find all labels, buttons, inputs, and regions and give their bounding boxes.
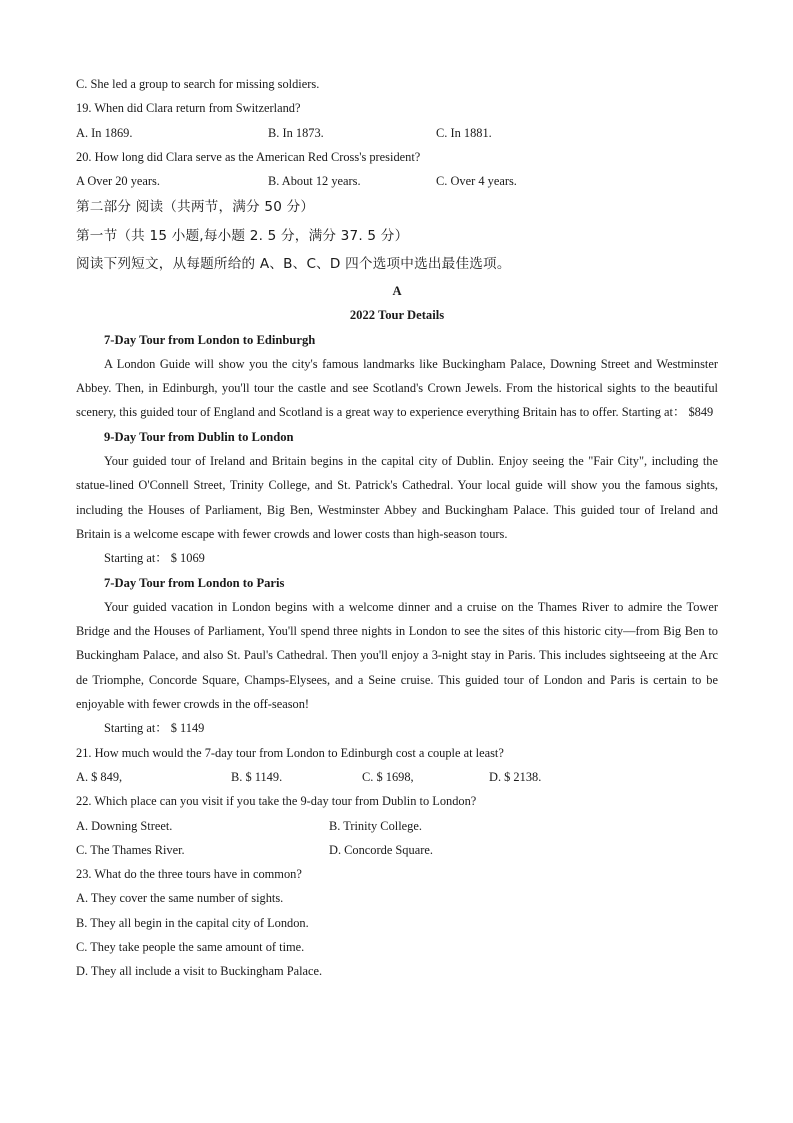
q23-option-a: A. They cover the same number of sights. — [76, 891, 284, 906]
q20-options — [76, 169, 718, 193]
q23-option-d: D. They all include a visit to Buckingham Palace. — [76, 964, 323, 979]
q20-option-c: C. Over 4 years. — [436, 174, 517, 189]
q23-option-b: B. They all begin in the capital city of London. — [76, 915, 309, 930]
instruction: 阅读下列短文，从每题所给的 A、B、C、D 四个选项中选出最佳选项。 — [76, 256, 511, 273]
q19-option-a: A. In 1869. — [76, 125, 133, 140]
tour-1-name: 7-Day Tour from London to Edinburgh — [104, 332, 316, 347]
q22-option-c: C. The Thames River. — [76, 842, 185, 857]
q22-option-b: B. Trinity College. — [329, 818, 422, 833]
q20-option-b: B. About 12 years. — [268, 174, 361, 189]
q19-option-b: B. In 1873. — [268, 125, 324, 140]
q22-question: 22. Which place can you visit if you take the 9-day tour from Dublin to London? — [76, 794, 477, 809]
tour-1-body: A London Guide will show you the city's famous landmarks like Buckingham Palace, Downing Street and Westminster Abbey. Then, in Edinburgh, you'll tour the castle and see Scotland's Crown Jewels. From the historical sights to the beautiful scenery, this guided tour of England and Scotland is a great way to experience everything Britain has to offer. Starting at： $849 — [76, 356, 718, 420]
q21-options — [76, 765, 718, 789]
q19-option-c: C. In 1881. — [436, 125, 492, 140]
q21-option-c: C. $ 1698, — [362, 769, 414, 784]
q21-option-d: D. $ 2138. — [489, 769, 542, 784]
q21-option-a: A. $ 849, — [76, 769, 123, 784]
q21-option-b: B. $ 1149. — [231, 769, 283, 784]
tour-2-price: Starting at： $ 1069 — [104, 551, 205, 566]
passage-letter: A — [392, 283, 402, 298]
q19-question: 19. When did Clara return from Switzerland? — [76, 101, 301, 116]
passage-title: 2022 Tour Details — [349, 308, 445, 323]
q20-question: 20. How long did Clara serve as the American Red Cross's president? — [76, 149, 421, 164]
q22-option-d: D. Concorde Square. — [329, 842, 433, 857]
tour-3-body: Your guided vacation in London begins with a welcome dinner and a cruise on the Thames River to admire the Tower Bridge and the Houses of Parliament, You'll spend three nights in London to see the sites of this historic city—from Big Ben to Buckingham Palace, and also St. Paul's Cathedral. Then you'll enjoy a 3-night stay in Paris. This includes sightseeing at the Arc de Triomphe, Concorde Square, Champs-Elysees, and a Seine cruise. This guided tour of London and Paris is certain to be enjoyable with fewer crowds in the off-season! — [76, 599, 718, 712]
q22-option-a: A. Downing Street. — [76, 818, 173, 833]
section-title: 第一节（共 15 小题,每小题 2. 5 分，满分 37. 5 分） — [76, 227, 409, 244]
q18-option-c: C. She led a group to search for missing soldiers. — [76, 77, 320, 91]
q21-question: 21. How much would the 7-day tour from London to Edinburgh cost a couple at least? — [76, 745, 504, 760]
q19-options — [76, 121, 718, 145]
q20-option-a: A Over 20 years. — [76, 174, 160, 189]
q22-options-row2 — [76, 838, 718, 862]
tour-2-body: Your guided tour of Ireland and Britain begins in the capital city of Dublin. Enjoy seeing the "Fair City", including the statue-lined O'Connell Street, Trinity College, and St. Patrick's Cathedral. Your local guide will show you the famous sights, including the Houses of Parliament, Big Ben, Westminster Abbey and Buckingham Palace. This guided tour of Ireland and Britain is a welcome escape with fewer crowds and lower costs than high-season tours. — [76, 454, 718, 541]
tour-3-name: 7-Day Tour from London to Paris — [104, 575, 285, 590]
q23-question: 23. What do the three tours have in common? — [76, 867, 302, 882]
q22-options-row1 — [76, 814, 718, 838]
tour-2-name: 9-Day Tour from Dublin to London — [104, 429, 294, 444]
q23-option-c: C. They take people the same amount of time. — [76, 940, 305, 954]
part-title: 第二部分 阅读（共两节，满分 50 分） — [76, 199, 315, 216]
tour-3-price: Starting at： $ 1149 — [104, 721, 205, 736]
exam-page — [76, 72, 718, 984]
